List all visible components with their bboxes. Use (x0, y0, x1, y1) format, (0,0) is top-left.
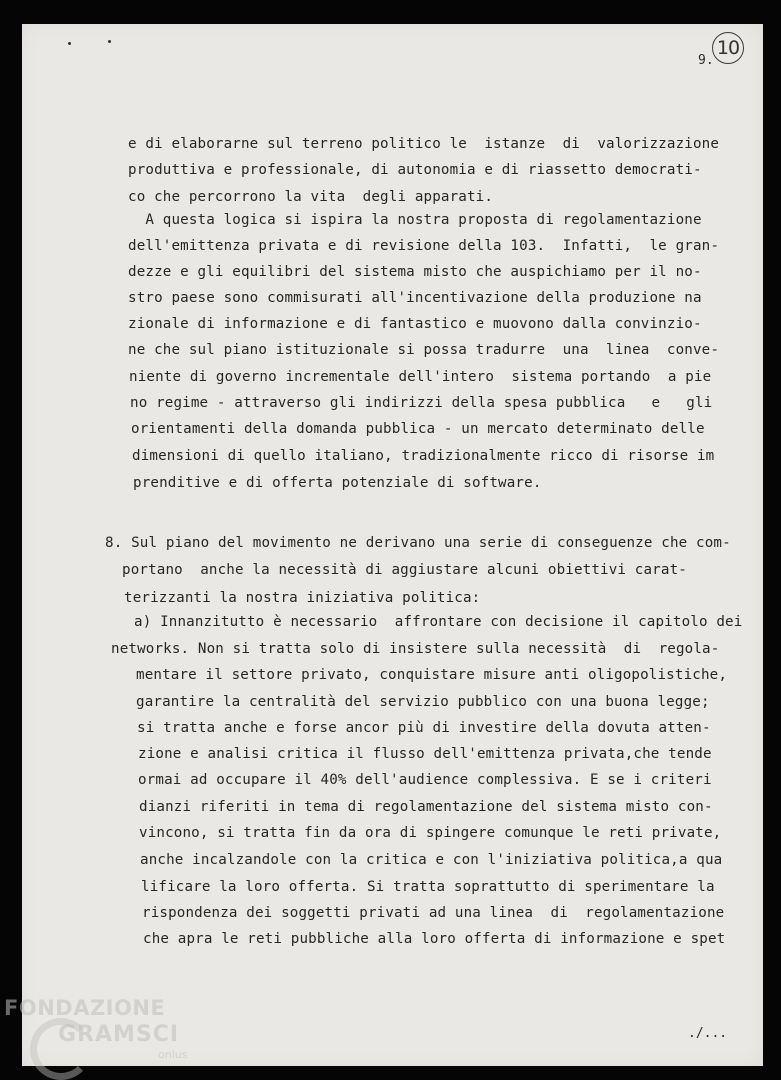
text-line: ne che sul piano istituzionale si possa tradurre una linea conve- (128, 342, 720, 358)
continuation-mark: ./... (688, 1026, 728, 1041)
text-line: dell'emittenza privata e di revisione della 103. Infatti, le gran- (128, 238, 720, 254)
watermark-suffix: onlus (158, 1048, 188, 1061)
text-line: si tratta anche e forse ancor più di investire della dovuta atten- (137, 720, 711, 736)
text-line: ormai ad occupare il 40% dell'audience complessiva. E se i criteri (138, 772, 712, 788)
text-line: lificare la loro offerta. Si tratta soprattutto di sperimentare la (141, 879, 715, 895)
text-line: orientamenti della domanda pubblica - un mercato determinato delle (131, 421, 705, 437)
punch-hole-mark (68, 42, 71, 45)
text-line: dezze e gli equilibri del sistema misto che auspichiamo per il no- (128, 264, 702, 280)
text-line: dianzi riferiti in tema di regolamentazione del sistema misto con- (139, 799, 713, 815)
text-line: dimensioni di quello italiano, tradizionalmente ricco di risorse im (132, 448, 715, 464)
watermark-line1: FONDAZIONE (4, 996, 166, 1020)
text-line: co che percorrono la vita degli apparati. (128, 189, 494, 205)
text-line: prenditive e di offerta potenziale di software. (133, 475, 542, 491)
text-line: produttiva e professionale, di autonomia e di riassetto democrati- (128, 162, 702, 178)
text-line: zione e analisi critica il flusso dell'emittenza privata,che tende (138, 746, 712, 762)
text-line: networks. Non si tratta solo di insistere sulla necessità di regola- (111, 641, 720, 657)
text-line: stro paese sono commisurati all'incentivazione della produzione na (128, 290, 702, 306)
text-line: mentare il settore privato, conquistare misure anti oligopolistiche, (136, 667, 728, 683)
section-heading-line: 8. Sul piano del movimento ne derivano una serie di conseguenze che com- (105, 535, 731, 551)
text-line: niente di governo incrementale dell'intero sistema portando a pie (129, 369, 712, 385)
text-line: anche incalzandole con la critica e con l'iniziativa politica,a qua (140, 852, 723, 868)
page-number: 9. (698, 53, 714, 68)
text-line: zionale di informazione e di fantastico e muovono dalla convinzio- (128, 316, 702, 332)
text-line: terizzanti la nostra iniziativa politica: (124, 590, 481, 606)
list-item-line: a) Innanzitutto è necessario affrontare con decisione il capitolo dei (134, 614, 743, 630)
document-page (22, 24, 763, 1066)
text-line: A questa logica si ispira la nostra proposta di regolamentazione (128, 212, 702, 228)
text-line: rispondenza dei soggetti privati ad una linea di regolamentazione (142, 905, 725, 921)
punch-hole-mark (108, 40, 111, 43)
text-line: garantire la centralità del servizio pubblico con una buona legge; (136, 694, 710, 710)
text-line: vincono, si tratta fin da ora di spingere comunque le reti private, (139, 825, 722, 841)
text-line: portano anche la necessità di aggiustare alcuni obiettivi carat- (122, 562, 687, 578)
watermark-line2: GRAMSCI (58, 1022, 180, 1047)
fondazione-gramsci-watermark (0, 990, 200, 1080)
text-line: che apra le reti pubbliche alla loro offerta di informazione e spet (143, 931, 726, 947)
archive-number-handwritten: 10 (712, 32, 744, 64)
text-line: e di elaborarne sul terreno politico le istanze di valorizzazione (128, 136, 720, 152)
text-line: no regime - attraverso gli indirizzi della spesa pubblica e gli (130, 395, 713, 411)
